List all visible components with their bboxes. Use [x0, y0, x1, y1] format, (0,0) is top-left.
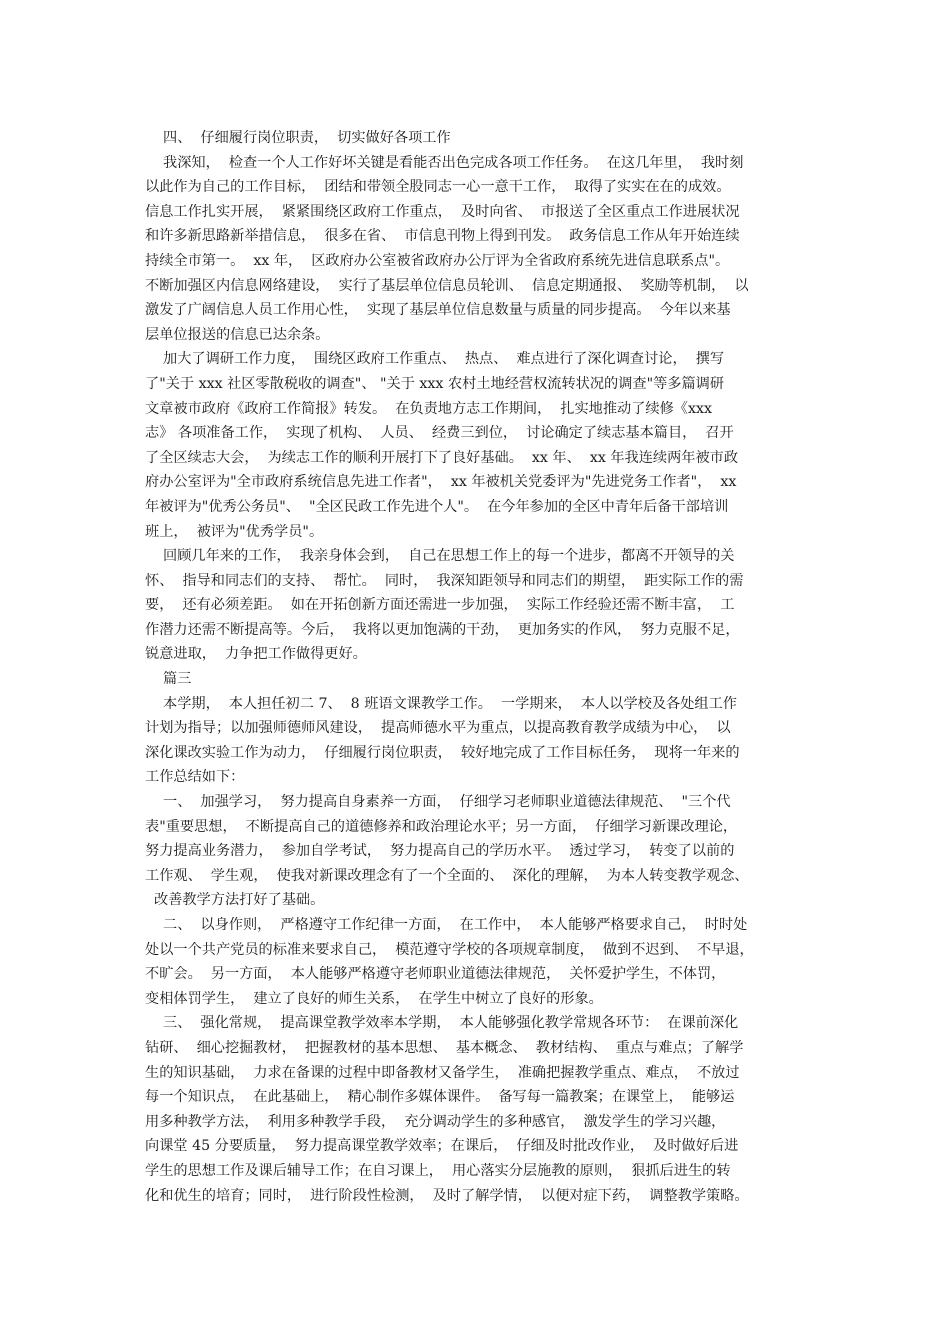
text-line: 一、 加强学习， 努力提高自身素养一方面， 仔细学习老师职业道德法律规范、 "三个代 — [145, 794, 731, 811]
text-line: 以此作为自己的工作目标， 团结和带领全股同志一心一意干工作， 取得了实实在在的成效。 — [145, 179, 731, 196]
text-line: 要， 还有必须差距。 如在开拓创新方面还需进一步加强， 实际工作经验还需不断丰富， 工 — [145, 597, 735, 614]
section-heading: 篇三 — [145, 671, 192, 688]
text-line: 处以一个共产党员的标准来要求自己， 模范遵守学校的各项规章制度， 做到不迟到、 不早退， — [145, 941, 754, 958]
text-line: 志》 各项准备工作， 实现了机构、 人员、 经费三到位， 讨论确定了续志基本篇目， 召开 — [145, 425, 734, 442]
text-line: 班上， 被评为"优秀学员"。 — [145, 523, 324, 540]
text-line: 锐意进取， 力争把工作做得更好。 — [145, 646, 367, 663]
text-line: 了"关于 xxx 社区零散税收的调查"、 "关于 xxx 农村土地经营权流转状况的调查"等多篇调研 — [145, 375, 725, 392]
text-line: 回顾几年来的工作， 我亲身体会到， 自己在思想工作上的每一个进步，都离不开领导的关 — [145, 548, 735, 565]
text-line: 用多种教学方法， 利用多种教学手段， 充分调动学生的多种感官， 激发学生的学习兴趣， — [145, 1113, 726, 1130]
text-line: 努力提高业务潜力， 参加自学考试， 努力提高自己的学历水平。 透过学习， 转变了以前的 — [145, 843, 735, 860]
text-line: 作潜力还需不断提高等。今后， 我将以更加饱满的干劲， 更加务实的作风， 努力克服不足， — [145, 621, 740, 638]
text-line: 钻研、 细心挖掘教材， 把握教材的基本思想、 基本概念、 教材结构、 重点与难点；了解学 — [145, 1039, 744, 1056]
text-line: 了全区续志大会， 为续志工作的顺利开展打下了良好基础。 xx 年、 xx 年我连续两年被市政 — [145, 449, 739, 466]
text-line: 三、 强化常规， 提高课堂教学效率本学期， 本人能够强化教学常规各环节： 在课前深化 — [145, 1015, 739, 1032]
text-line: 激发了广阔信息人员工作用心性， 实现了基层单位信息数量与质量的同步提高。 今年以来基 — [145, 302, 731, 319]
text-line: 信息工作扎实开展， 紧紧围绕区政府工作重点， 及时向省、 市报送了全区重点工作进展状况 — [145, 203, 740, 220]
text-line: 层单位报送的信息已达余条。 — [145, 326, 330, 343]
text-line: 二、 以身作则， 严格遵守工作纪律一方面， 在工作中， 本人能够严格要求自己， 时时处 — [145, 917, 748, 933]
text-line: 工作总结如下： — [145, 769, 245, 786]
text-line: 府办公室评为"全市政府系统信息先进工作者"， xx 年被机关党委评为"先进党务工作者"， xx — [145, 474, 737, 491]
text-line: 变相体罚学生， 建立了良好的师生关系， 在学生中树立了良好的形象。 — [145, 990, 603, 1007]
text-line: 学生的思想工作及课后辅导工作；在自习课上， 用心落实分层施教的原则， 狠抓后进生的转 — [145, 1162, 731, 1179]
text-line: 表"重要思想， 不断提高自己的道德修养和政治理论水平；另一方面， 仔细学习新课改理论， — [145, 818, 738, 835]
text-line: 年被评为"优秀公务员"、 "全区民政工作先进个人"。 在今年参加的全区中青年后备干部培训 — [145, 498, 729, 515]
text-line: 文章被市政府《政府工作简报》转发。 在负责地方志工作期间， 扎实地推动了续修《xxx — [145, 400, 712, 417]
text-line: 加大了调研工作力度， 围绕区政府工作重点、 热点、 难点进行了深化调查讨论， 撰写 — [145, 351, 725, 368]
text-line: 不断加强区内信息网络建设， 实行了基层单位信息员轮训、 信息定期通报、 奖励等机制， 以 — [145, 277, 749, 294]
text-line: 不旷会。 另一方面， 本人能够严格遵守老师职业道德法律规范， 关怀爱护学生，不体罚， — [145, 966, 726, 983]
text-line: 生的知识基础， 力求在备课的过程中即备教材又备学生， 准确把握教学重点、难点， 不放过 — [145, 1064, 740, 1081]
text-line: 计划为指导；以加强师德师风建设， 提高师德水平为重点，以提高教育教学成绩为中心， 以 — [145, 720, 731, 737]
text-line: 每一个知识点， 在此基础上， 精心制作多媒体课件。 备写每一篇教案；在课堂上， 能够运 — [145, 1089, 735, 1106]
text-line: 我深知， 检查一个人工作好坏关键是看能否出色完成各项工作任务。 在这几年里， 我时刻 — [145, 154, 744, 171]
text-line: 向课堂 45 分要质量， 努力提高课堂教学效率；在课后， 仔细及时批改作业， 及时做好后进 — [145, 1138, 739, 1155]
text-line: 四、 仔细履行岗位职责， 切实做好各项工作 — [145, 130, 451, 146]
text-line: 怀、 指导和同志们的支持、 帮忙。 同时， 我深知距领导和同志们的期望， 距实际工作的需 — [145, 572, 744, 589]
text-line: 工作观、 学生观， 使我对新课改理念有了一个全面的、 深化的理解， 为本人转变教学观念、 — [145, 867, 749, 884]
text-line: 持续全市第一。 xx 年， 区政府办公室被省政府办公厅评为全省政府系统先进信息联系点"。 — [145, 252, 730, 269]
text-line: 本学期， 本人担任初二 7、 8 班语文课教学工作。 一学期来， 本人以学校及各处组工作 — [145, 695, 737, 712]
document-body — [145, 126, 825, 1208]
text-line: 和许多新思路新举措信息， 很多在省、 市信息刊物上得到刊发。 政务信息工作从年开始连续 — [145, 228, 740, 245]
text-line: 深化课改实验工作为动力， 仔细履行岗位职责， 较好地完成了工作目标任务， 现将一年来的 — [145, 744, 740, 761]
text-line: 化和优生的培育；同时， 进行阶段性检测， 及时了解学情， 以便对症下药， 调整教学策略。 — [145, 1187, 749, 1204]
text-line: 改善教学方法打好了基础。 — [145, 892, 325, 909]
